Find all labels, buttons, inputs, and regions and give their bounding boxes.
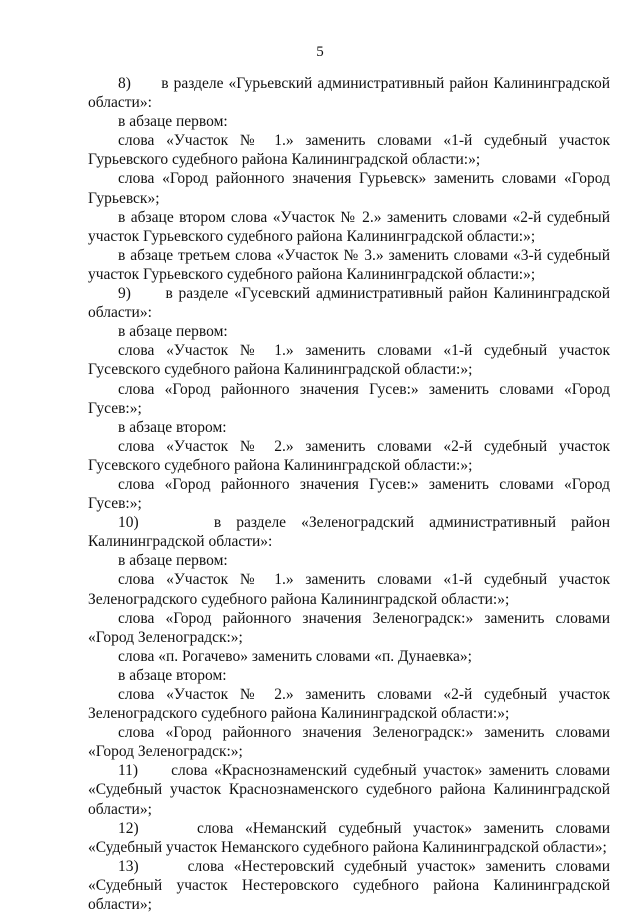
text-line: 8) в разделе «Гурьевский административный район Калининградской [118, 75, 610, 92]
text-line: слова «Город районного значения Зеленоградск:» заменить словами [118, 724, 610, 742]
text-line: «Город Зеленоградск:»; [88, 628, 243, 646]
text-line: Гурьевского судебного района Калининградской области:»; [88, 151, 481, 169]
text-line: Зеленоградского судебного района Калининградской области:»; [88, 705, 510, 723]
text-line: слова «Участок № 1.» заменить словами «1-й судебный участок [118, 132, 610, 150]
text-line: слова «Город районного значения Гусев:» заменить словами «Город [118, 475, 610, 493]
text-line: «Город Зеленоградск:»; [88, 743, 243, 761]
text-line: «Судебный участок Краснознаменского судебного района Калининградской [88, 781, 610, 799]
text-line: слова «Участок № 1.» заменить словами «1-й судебный участок [118, 342, 610, 360]
text-line: области»; [88, 800, 152, 818]
text-line: Гусев:»; [88, 495, 142, 513]
text-line: слова «Участок № 1.» заменить словами «1-й судебный участок [118, 571, 610, 589]
text-line: Гусев:»; [88, 399, 142, 417]
text-line: в абзаце первом: [118, 552, 228, 570]
text-line: слова «Город районного значения Гурьевск» заменить словами «Город [118, 170, 610, 188]
text-line: в абзаце втором слова «Участок № 2.» заменить словами «2-й судебный [118, 208, 610, 226]
text-line: 12) слова «Неманский судебный участок» заменить словами [118, 819, 610, 837]
page-number: 5 [316, 44, 324, 60]
text-line: 13) слова «Нестеровский судебный участок» заменить словами [118, 857, 610, 875]
text-line: в абзаце втором: [118, 418, 227, 436]
text-line: области»: [88, 304, 152, 322]
text-line: участок Гурьевского судебного района Калининградской области:»; [88, 265, 536, 283]
text-line: слова «Город районного значения Зеленоградск:» заменить словами [118, 609, 610, 627]
text-line: слова «Участок № 2.» заменить словами «2-й судебный участок [118, 437, 610, 455]
text-line: «Судебный участок Нестеровского судебного района Калининградской [88, 876, 610, 894]
text-line: «Судебный участок Неманского судебного района Калининградской области»; [88, 838, 607, 856]
text-line: Гусевского судебного района Калининградской области:»; [88, 456, 473, 474]
text-line: в абзаце первом: [118, 113, 228, 131]
text-line: Гурьевск»; [88, 189, 160, 207]
text-line: слова «п. Рогачево» заменить словами «п. Дунаевка»; [118, 647, 472, 665]
document-body [88, 74, 610, 914]
text-line: Гусевского судебного района Калининградской области:»; [88, 361, 473, 379]
text-line: в абзаце втором: [118, 666, 227, 684]
text-line: слова «Город районного значения Гусев:» заменить словами «Город [118, 380, 610, 398]
text-line: области»: [88, 94, 152, 112]
text-line: Зеленоградского судебного района Калининградской области:»; [88, 590, 510, 608]
text-line: слова «Участок № 2.» заменить словами «2-й судебный участок [118, 686, 610, 703]
text-line: 9) в разделе «Гусевский административный район Калининградской [118, 285, 610, 303]
text-line: 10) в разделе «Зеленоградский административный район [118, 514, 610, 532]
text-line: Калининградской области»: [88, 533, 273, 551]
text-line: участок Гурьевского судебного района Калининградской области:»; [88, 227, 536, 245]
text-line: области»; [88, 896, 152, 914]
text-line: 11) слова «Краснознаменский судебный участок» заменить словами [118, 762, 610, 780]
text-line: в абзаце третьем слова «Участок № 3.» заменить словами «3-й судебный [118, 246, 610, 264]
text-line: в абзаце первом: [118, 323, 228, 341]
